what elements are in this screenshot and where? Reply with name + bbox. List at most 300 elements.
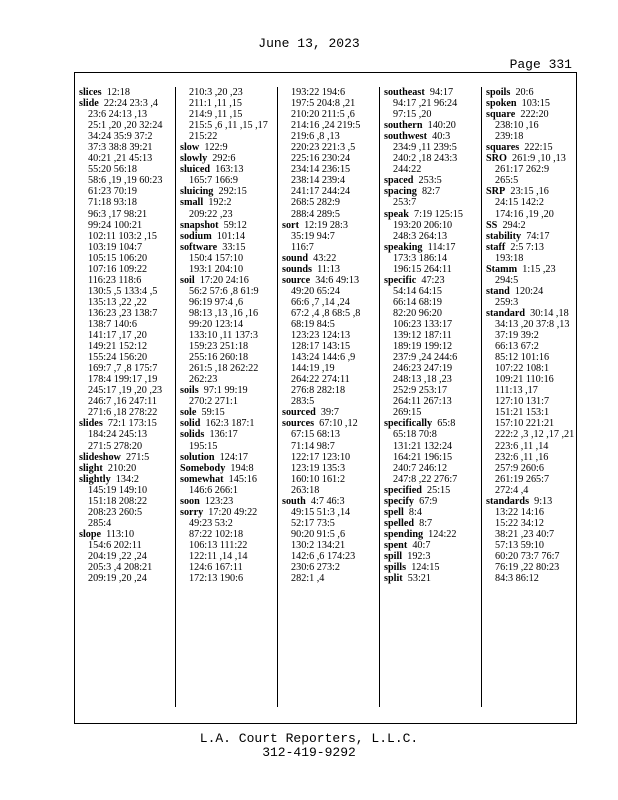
index-refs: 17:20 24:16 xyxy=(199,274,249,286)
index-continuation: 90:20 91:5 ,6 xyxy=(291,528,346,540)
index-entry xyxy=(380,186,478,197)
index-refs: 103:15 xyxy=(521,98,550,110)
index-refs: 82:7 xyxy=(421,186,441,198)
index-continuation: 172:13 190:6 xyxy=(189,573,244,585)
index-continuation: 255:16 260:18 xyxy=(189,352,249,364)
index-continuation: 288:4 289:5 xyxy=(291,208,340,220)
index-continuation: 106:13 111:22 xyxy=(189,539,248,551)
index-entry xyxy=(176,429,274,440)
index-entry xyxy=(176,496,274,507)
index-continuation: 87:22 102:18 xyxy=(189,528,244,540)
index-refs: 122:9 xyxy=(204,142,228,154)
index-continuation: 265:5 xyxy=(495,175,519,187)
index-continuation: 35:19 94:7 xyxy=(291,230,335,242)
index-continuation: 65:18 70:8 xyxy=(393,429,437,441)
index-continuation: 239:18 xyxy=(495,131,524,143)
index-term: spent xyxy=(384,539,408,551)
index-continuation: 215:5 ,6 ,11 ,15 ,17 xyxy=(189,120,268,132)
index-continuation: 141:17 ,17 ,20 xyxy=(88,330,147,342)
index-refs: 7:19 125:15 xyxy=(414,208,463,220)
index-continuation: 130:5 ,5 133:4 ,5 xyxy=(88,285,158,297)
index-continuation: 49:20 65:24 xyxy=(291,285,340,297)
index-refs: 101:14 xyxy=(216,230,246,242)
index-continuation: 52:17 73:5 xyxy=(291,517,335,529)
index-continuation: 142:6 ,6 174:23 xyxy=(291,550,356,562)
index-term: spacing xyxy=(384,186,417,198)
index-refs: 114:17 xyxy=(427,241,456,253)
index-continuation: 189:19 199:12 xyxy=(393,341,453,353)
index-refs: 194:8 xyxy=(230,462,254,474)
index-term: slideshow xyxy=(79,451,121,463)
index-continuation: 193:1 204:10 xyxy=(189,263,244,275)
index-entry xyxy=(380,507,478,518)
index-continuation: 264:11 267:13 xyxy=(393,396,452,408)
index-continuation: 150:4 157:10 xyxy=(189,252,244,264)
index-term: slide xyxy=(79,98,99,110)
index-entry xyxy=(176,407,274,418)
index-term: spills xyxy=(384,562,407,574)
index-entry xyxy=(278,264,376,275)
index-refs: 22:24 23:3 ,4 xyxy=(103,98,158,110)
index-entry xyxy=(75,452,173,463)
index-refs: 124:17 xyxy=(219,451,248,463)
index-continuation: 71:14 98:7 xyxy=(291,440,335,452)
index-term: soon xyxy=(180,495,200,507)
index-continuation: 145:19 149:10 xyxy=(88,484,148,496)
index-term: spelled xyxy=(384,517,415,529)
index-term: southern xyxy=(384,120,423,132)
index-entry xyxy=(176,153,274,164)
index-entry xyxy=(380,518,478,529)
index-continuation: 238:10 ,16 xyxy=(495,120,539,132)
index-term: sourced xyxy=(282,407,316,419)
index-continuation: 232:6 ,11 ,16 xyxy=(495,451,549,463)
index-continuation: 138:7 140:6 xyxy=(88,318,137,330)
index-continuation: 184:24 245:13 xyxy=(88,429,148,441)
index-continuation: 143:24 144:6 ,9 xyxy=(291,352,356,364)
index-continuation: 211:1 ,11 ,15 xyxy=(189,98,243,110)
index-entry xyxy=(176,231,274,242)
court-reporter-name: L.A. Court Reporters, L.L.C. xyxy=(199,731,419,746)
index-continuation: 136:23 ,23 138:7 xyxy=(88,307,158,319)
index-refs: 271:5 xyxy=(126,451,150,463)
index-entry xyxy=(278,275,376,286)
index-term: Stamm xyxy=(486,263,518,275)
index-continuation: 214:9 ,11 ,15 xyxy=(189,109,243,121)
index-entry xyxy=(176,186,274,197)
index-entry xyxy=(482,308,580,319)
index-continuation: 154:6 202:11 xyxy=(88,539,142,551)
index-refs: 1:15 ,23 xyxy=(522,263,556,275)
index-entry xyxy=(278,253,376,264)
index-column-3 xyxy=(277,87,376,707)
index-refs: 8:4 xyxy=(408,506,422,518)
index-term: sources xyxy=(282,418,315,430)
page-number: Page 331 xyxy=(509,57,572,72)
index-continuation: 244:22 xyxy=(393,164,422,176)
index-refs: 17:20 49:22 xyxy=(208,506,258,518)
index-entry xyxy=(75,474,173,485)
index-continuation: 174:16 ,19 ,20 xyxy=(495,208,554,220)
index-entry xyxy=(380,131,478,142)
index-continuation: 285:4 xyxy=(88,517,112,529)
index-entry xyxy=(176,142,274,153)
index-continuation: 55:20 56:18 xyxy=(88,164,137,176)
index-term: sluicing xyxy=(180,186,214,198)
index-term: speak xyxy=(384,208,409,220)
index-term: sluiced xyxy=(180,164,211,176)
index-term: spell xyxy=(384,506,404,518)
index-entry xyxy=(482,142,580,153)
index-term: stability xyxy=(486,230,522,242)
index-refs: 59:15 xyxy=(201,407,225,419)
index-term: southeast xyxy=(384,87,425,98)
index-continuation: 66:13 67:2 xyxy=(495,341,539,353)
index-entry xyxy=(75,463,173,474)
index-continuation: 96:19 97:4 ,6 xyxy=(189,296,244,308)
index-refs: 162:3 187:1 xyxy=(205,418,255,430)
index-term: stand xyxy=(486,285,510,297)
index-continuation: 193:18 xyxy=(495,252,524,264)
index-continuation: 34:24 35:9 37:2 xyxy=(88,131,153,143)
index-term: specify xyxy=(384,495,414,507)
index-continuation: 263:18 xyxy=(291,484,320,496)
index-refs: 65:8 xyxy=(437,418,456,430)
index-entry xyxy=(482,242,580,253)
index-term: standard xyxy=(486,307,526,319)
index-entry xyxy=(75,418,173,429)
index-term: standards xyxy=(486,495,530,507)
index-continuation: 173:3 186:14 xyxy=(393,252,448,264)
index-term: sole xyxy=(180,407,197,419)
index-refs: 136:17 xyxy=(209,429,238,441)
index-entry xyxy=(176,507,274,518)
index-refs: 30:14 ,18 xyxy=(530,307,569,319)
index-entry xyxy=(380,242,478,253)
index-continuation: 159:23 251:18 xyxy=(189,341,249,353)
index-term: solid xyxy=(180,418,201,430)
index-continuation: 225:16 230:24 xyxy=(291,153,351,165)
index-continuation: 23:6 24:13 ,13 xyxy=(88,109,148,121)
index-continuation: 196:15 264:11 xyxy=(393,263,452,275)
index-term: SRO xyxy=(486,153,507,165)
index-entry xyxy=(176,164,274,175)
index-term: sort xyxy=(282,219,299,231)
index-term: sorry xyxy=(180,506,204,518)
index-refs: 72:1 173:15 xyxy=(107,418,157,430)
index-entry xyxy=(380,540,478,551)
index-continuation: 269:15 xyxy=(393,407,422,419)
index-refs: 163:13 xyxy=(215,164,244,176)
index-term: spending xyxy=(384,528,424,540)
index-refs: 134:2 xyxy=(115,473,140,485)
index-entry xyxy=(380,418,478,429)
index-continuation: 282:1 ,4 xyxy=(291,573,325,585)
index-column-4 xyxy=(379,87,478,707)
index-continuation: 54:14 64:15 xyxy=(393,285,442,297)
index-continuation: 248:13 ,18 ,23 xyxy=(393,374,452,386)
index-term: spoken xyxy=(486,98,517,110)
index-continuation: 253:7 xyxy=(393,197,417,209)
index-continuation: 49:23 53:2 xyxy=(189,517,233,529)
index-continuation: 155:24 156:20 xyxy=(88,352,148,364)
index-continuation: 245:17 ,19 ,20 ,23 xyxy=(88,385,163,397)
index-continuation: 164:21 196:15 xyxy=(393,451,453,463)
index-term: SRP xyxy=(486,186,506,198)
index-continuation: 49:15 51:3 ,14 xyxy=(291,506,351,518)
index-continuation: 122:17 123:10 xyxy=(291,451,351,463)
index-continuation: 276:8 282:18 xyxy=(291,385,346,397)
index-continuation: 66:14 68:19 xyxy=(393,296,442,308)
footer xyxy=(0,732,618,760)
index-term: south xyxy=(282,495,306,507)
index-continuation: 106:23 133:17 xyxy=(393,318,453,330)
index-continuation: 38:21 ,23 40:7 xyxy=(495,528,555,540)
index-entry xyxy=(278,496,376,507)
index-term: spoils xyxy=(486,87,511,98)
index-continuation: 222:2 ,3 ,12 ,17 ,21 xyxy=(495,429,575,441)
index-entry xyxy=(75,87,173,98)
index-term: sound xyxy=(282,252,309,264)
index-continuation: 234:9 ,11 239:5 xyxy=(393,142,457,154)
index-continuation: 259:3 xyxy=(495,296,519,308)
court-reporter-phone: 312-419-9292 xyxy=(262,745,356,760)
index-continuation: 40:21 ,21 45:13 xyxy=(88,153,153,165)
index-continuation: 15:22 34:12 xyxy=(495,517,544,529)
index-entry xyxy=(176,220,274,231)
index-continuation: 193:20 206:10 xyxy=(393,219,453,231)
index-refs: 67:9 xyxy=(419,495,438,507)
index-term: slope xyxy=(79,528,102,540)
index-entry xyxy=(380,551,478,562)
index-continuation: 103:19 104:7 xyxy=(88,241,143,253)
index-term: specific xyxy=(384,274,417,286)
index-term: somewhat xyxy=(180,473,224,485)
index-continuation: 272:4 ,4 xyxy=(495,484,529,496)
index-entry xyxy=(482,153,580,164)
index-entry xyxy=(482,109,580,120)
index-entry xyxy=(482,98,580,109)
index-term: specified xyxy=(384,484,422,496)
index-continuation: 197:5 204:8 ,21 xyxy=(291,98,356,110)
index-refs: 20:6 xyxy=(515,87,534,98)
index-continuation: 261:19 265:7 xyxy=(495,473,550,485)
index-continuation: 193:22 194:6 xyxy=(291,87,346,98)
index-entry xyxy=(75,98,173,109)
index-continuation: 252:9 253:17 xyxy=(393,385,448,397)
index-continuation: 85:12 101:16 xyxy=(495,352,550,364)
index-continuation: 82:20 96:20 xyxy=(393,307,442,319)
index-entry xyxy=(380,562,478,573)
index-refs: 123:23 xyxy=(204,495,234,507)
index-continuation: 58:6 ,19 ,19 60:23 xyxy=(88,175,163,187)
index-refs: 261:9 ,10 ,13 xyxy=(512,153,566,165)
index-refs: 9:13 xyxy=(534,495,553,507)
index-continuation: 204:19 ,22 ,24 xyxy=(88,550,147,562)
index-continuation: 230:6 273:2 xyxy=(291,562,340,574)
index-term: slowly xyxy=(180,153,208,165)
index-entry xyxy=(176,452,274,463)
index-continuation: 123:23 124:13 xyxy=(291,330,351,342)
index-continuation: 124:6 167:11 xyxy=(189,562,243,574)
index-entry xyxy=(482,87,580,98)
index-continuation: 94:17 ,21 96:24 xyxy=(393,98,458,110)
index-continuation: 24:15 142:2 xyxy=(495,197,544,209)
index-column-1 xyxy=(75,87,173,707)
index-entry xyxy=(380,275,478,286)
index-entry xyxy=(380,573,478,584)
index-continuation: 247:8 ,22 276:7 xyxy=(393,473,458,485)
index-continuation: 209:22 ,23 xyxy=(189,208,233,220)
index-entry xyxy=(482,286,580,297)
index-continuation: 205:3 ,4 208:21 xyxy=(88,562,153,574)
index-continuation: 246:23 247:19 xyxy=(393,363,453,375)
index-entry xyxy=(482,264,580,275)
index-entry xyxy=(176,275,274,286)
index-refs: 253:5 xyxy=(418,175,442,187)
index-refs: 222:20 xyxy=(520,109,549,121)
index-continuation: 111:13 ,17 xyxy=(495,385,538,397)
index-continuation: 151:18 208:22 xyxy=(88,495,148,507)
index-continuation: 246:7 ,16 247:11 xyxy=(88,396,157,408)
index-entry xyxy=(176,463,274,474)
index-refs: 40:3 xyxy=(432,131,451,143)
index-refs: 40:7 xyxy=(412,539,431,551)
index-continuation: 151:21 153:1 xyxy=(495,407,550,419)
index-refs: 53:21 xyxy=(407,573,431,585)
index-continuation: 76:19 ,22 80:23 xyxy=(495,562,560,574)
index-refs: 4:7 46:3 xyxy=(310,495,345,507)
index-term: solids xyxy=(180,429,205,441)
index-continuation: 283:5 xyxy=(291,396,315,408)
index-refs: 124:22 xyxy=(428,528,457,540)
index-term: SS xyxy=(486,219,498,231)
index-continuation: 99:20 123:14 xyxy=(189,318,244,330)
index-continuation: 107:16 109:22 xyxy=(88,263,148,275)
index-refs: 2:5 7:13 xyxy=(510,241,545,253)
index-continuation: 169:7 ,7 ,8 175:7 xyxy=(88,363,158,375)
index-term: slightly xyxy=(79,473,111,485)
index-refs: 292:15 xyxy=(218,186,247,198)
index-continuation: 131:21 132:24 xyxy=(393,440,453,452)
index-continuation: 208:23 260:5 xyxy=(88,506,143,518)
index-continuation: 160:10 161:2 xyxy=(291,473,346,485)
index-continuation: 270:2 271:1 xyxy=(189,396,238,408)
index-continuation: 268:5 282:9 xyxy=(291,197,340,209)
index-entry xyxy=(176,385,274,396)
index-continuation: 237:9 ,24 244:6 xyxy=(393,352,458,364)
index-continuation: 238:14 239:4 xyxy=(291,175,346,187)
index-continuation: 133:10 ,11 137:3 xyxy=(189,330,258,342)
index-continuation: 215:22 xyxy=(189,131,218,143)
index-refs: 294:2 xyxy=(502,219,526,231)
index-continuation: 210:20 211:5 ,6 xyxy=(291,109,355,121)
index-frame xyxy=(74,72,577,724)
index-continuation: 107:22 108:1 xyxy=(495,363,550,375)
index-continuation: 144:19 ,19 xyxy=(291,363,335,375)
index-term: speaking xyxy=(384,241,423,253)
index-term: source xyxy=(282,274,311,286)
index-continuation: 34:13 ,20 37:8 ,13 xyxy=(495,318,570,330)
index-column-2 xyxy=(175,87,274,707)
index-entry xyxy=(482,220,580,231)
index-entry xyxy=(176,242,274,253)
index-refs: 124:15 xyxy=(411,562,440,574)
index-entry xyxy=(380,529,478,540)
index-continuation: 271:5 278:20 xyxy=(88,440,143,452)
index-continuation: 13:22 14:16 xyxy=(495,506,544,518)
index-continuation: 264:22 274:11 xyxy=(291,374,350,386)
index-continuation: 66:6 ,7 ,14 ,24 xyxy=(291,296,350,308)
index-term: squares xyxy=(486,142,520,154)
index-refs: 210:20 xyxy=(107,462,137,474)
index-continuation: 139:12 187:11 xyxy=(393,330,452,342)
index-term: small xyxy=(180,197,204,209)
index-continuation: 96:3 ,17 98:21 xyxy=(88,208,148,220)
index-term: solution xyxy=(180,451,215,463)
index-continuation: 261:17 262:9 xyxy=(495,164,550,176)
index-continuation: 109:21 110:16 xyxy=(495,374,554,386)
index-continuation: 37:3 38:8 39:21 xyxy=(88,142,153,154)
index-column-5 xyxy=(481,87,580,707)
index-continuation: 105:15 106:20 xyxy=(88,252,148,264)
index-refs: 33:15 xyxy=(222,241,246,253)
index-continuation: 56:2 57:6 ,8 61:9 xyxy=(189,285,259,297)
index-term: sounds xyxy=(282,263,313,275)
index-term: slides xyxy=(79,418,103,430)
index-entry xyxy=(380,120,478,131)
index-continuation: 248:3 264:13 xyxy=(393,230,448,242)
index-refs: 74:17 xyxy=(526,230,550,242)
index-continuation: 165:7 166:9 xyxy=(189,175,238,187)
index-refs: 12:19 28:3 xyxy=(304,219,348,231)
index-term: southwest xyxy=(384,131,428,143)
index-continuation: 37:19 39:2 xyxy=(495,330,539,342)
index-continuation: 240:7 246:12 xyxy=(393,462,448,474)
index-term: slices xyxy=(79,87,102,98)
index-continuation: 97:15 ,20 xyxy=(393,109,432,121)
index-refs: 34:6 49:13 xyxy=(315,274,360,286)
index-continuation: 98:13 ,13 ,16 ,16 xyxy=(189,307,259,319)
index-continuation: 130:2 134:21 xyxy=(291,539,346,551)
index-entry xyxy=(176,197,274,208)
index-term: spaced xyxy=(384,175,414,187)
index-refs: 25:15 xyxy=(427,484,451,496)
index-entry xyxy=(380,87,478,98)
index-continuation: 67:2 ,4 ,8 68:5 ,8 xyxy=(291,307,361,319)
index-continuation: 223:6 ,11 ,14 xyxy=(495,440,549,452)
index-term: soil xyxy=(180,274,195,286)
index-continuation: 157:10 221:21 xyxy=(495,418,555,430)
index-refs: 94:17 xyxy=(429,87,454,98)
index-refs: 192:2 xyxy=(208,197,232,209)
index-refs: 120:24 xyxy=(514,285,544,297)
index-entry xyxy=(380,175,478,186)
index-continuation: 25:1 ,20 ,20 32:24 xyxy=(88,120,163,132)
index-continuation: 261:5 ,18 262:22 xyxy=(189,363,259,375)
index-continuation: 84:3 86:12 xyxy=(495,573,539,585)
index-refs: 140:20 xyxy=(427,120,456,132)
index-continuation: 122:11 ,14 ,14 xyxy=(189,550,248,562)
index-continuation: 262:23 xyxy=(189,374,218,386)
index-continuation: 128:17 143:15 xyxy=(291,341,351,353)
index-term: Somebody xyxy=(180,462,226,474)
index-entry xyxy=(75,529,173,540)
index-entry xyxy=(380,496,478,507)
index-continuation: 220:23 221:3 ,5 xyxy=(291,142,356,154)
index-refs: 12:18 xyxy=(106,87,130,98)
index-entry xyxy=(380,209,478,220)
